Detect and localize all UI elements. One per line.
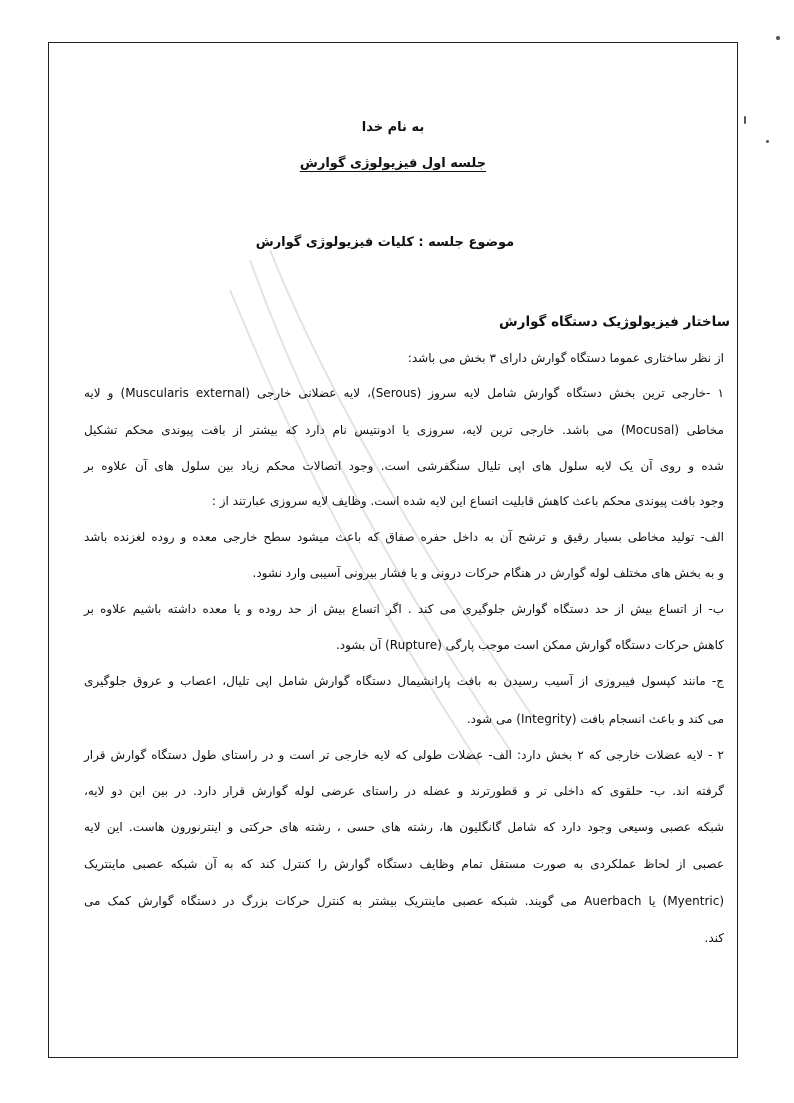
- item-b-line: کاهش حرکات دستگاه گوارش ممکن است موجب پارگی (Rupture) آن بشود.: [335, 638, 724, 652]
- item2-line: شبکه عصبی وسیعی وجود دارد که شامل گانگلیون ها، رشته های حسی ، رشته های حرکتی و اینترنورون هاست. این لایه: [84, 820, 724, 834]
- item-b-line: ب- از اتساع بیش از حد دستگاه گوارش جلوگیری می کند . اگر اتساع بیش از حد روده و یا معده داشته باشیم علاوه بر: [84, 602, 724, 616]
- item1-line: شده و روی آن یک لایه سلول های اپی تلیال سنگفرشی است. وجود اتصالات محکم زیاد بین سلول های آن علاوه بر: [84, 459, 724, 473]
- scan-speck: [766, 140, 769, 143]
- topic-line: موضوع جلسه : کلیات فیزیولوژی گوارش: [255, 235, 515, 250]
- item1-line: وجود بافت پیوندی محکم باعث کاهش قابلیت اتساع این لایه شده است. وظایف لایه سروزی عبارتند از :: [211, 494, 724, 508]
- item2-line: (Myentric) یا Auerbach می گویند. شبکه عصبی ماینتریک بیشتر به کنترل حرکات بزرگ در دستگاه گوارش کمک می: [84, 894, 725, 908]
- bismillah: به نام خدا: [361, 120, 425, 135]
- item-a-line: الف- تولید مخاطی بسیار رقیق و ترشح آن به داخل حفره صفاق که باعث میشود سطح خارجی معده و روده لغزنده باشد: [84, 530, 724, 544]
- scan-speck: [744, 116, 746, 124]
- item1-line: مخاطی (Mocusal) می باشد. خارجی ترین لایه، سروزی یا ادونتیس نام دارد که بیشتر از بافت پیوندی محکم تشکیل: [84, 423, 724, 437]
- item2-line: گرفته اند. ب- حلقوی که داخلی تر و قطورترند و عضله در راستای عرضی لوله گوارش قرار دارد. در بین این دو لایه،: [84, 784, 724, 798]
- item-c-line: ج- مانند کپسول فیبروزی از آسیب رسیدن به بافت پارانشیمال دستگاه گوارش شامل اپی تلیال، اعصاب و عروق جلوگیری: [84, 674, 724, 688]
- item1-line: ۱ -خارجی ترین بخش دستگاه گوارش شامل لایه سروز (Serous)، لایه عضلانی خارجی (Muscularis external) و لایه: [84, 386, 724, 400]
- scan-speck: [776, 36, 780, 40]
- item2-line: کند.: [704, 931, 724, 945]
- item-c-line: می کند و باعث انسجام بافت (Integrity) می شود.: [466, 712, 724, 726]
- section-title: ساختار فیزیولوژیک دستگاه گوارش: [499, 314, 730, 330]
- item2-line: ۲ - لایه عضلات خارجی که ۲ بخش دارد: الف- عضلات طولی که لایه خارجی تر است و در راستای طول دستگاه گوارش قرار: [84, 748, 724, 762]
- session-title: جلسه اول فیزیولوژی گوارش: [299, 156, 487, 171]
- item-a-line: و به بخش های مختلف لوله گوارش در هنگام حرکات درونی و یا فشار بیرونی آسیبی وارد نشود.: [252, 566, 724, 580]
- section-intro: از نظر ساختاری عموما دستگاه گوارش دارای ۳ بخش می باشد:: [407, 351, 724, 365]
- item2-line: عصبی از لحاظ عملکردی به صورت مستقل تمام وظایف دستگاه گوارش را کنترل کند که به آن شبکه عصبی ماینتریک: [84, 857, 724, 871]
